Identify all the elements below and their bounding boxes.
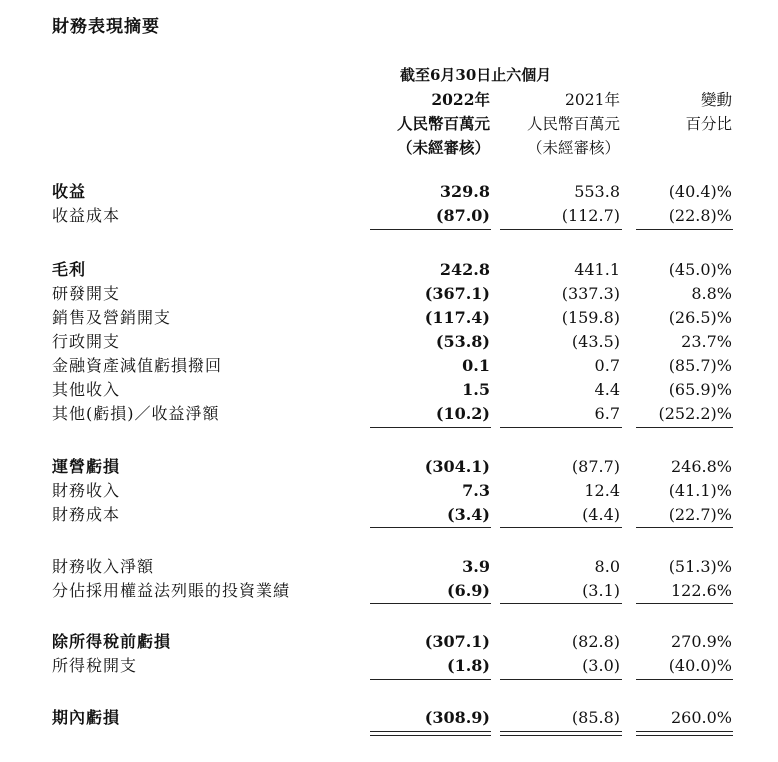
total-double-rule-top	[636, 731, 733, 732]
subtotal-rule	[370, 527, 491, 528]
value-change: 246.8%	[670, 457, 732, 476]
subtotal-rule	[636, 527, 733, 528]
subtotal-rule	[500, 527, 622, 528]
value-2021: 12.4	[584, 481, 620, 500]
value-2022: (1.8)	[447, 656, 490, 675]
row-label: 銷售及營銷開支	[52, 308, 172, 327]
value-2021: (4.4)	[582, 505, 620, 524]
value-change: 23.7%	[681, 332, 732, 351]
column-note: （未經審核）	[526, 139, 620, 157]
total-double-rule-top	[370, 731, 491, 732]
row-label: 金融資產減值虧損撥回	[52, 356, 223, 375]
value-2021: (87.7)	[571, 457, 620, 476]
value-change: (41.1)%	[668, 481, 732, 500]
row-label: 其他收入	[52, 380, 121, 399]
value-2021: 553.8	[574, 182, 620, 201]
total-double-rule-top	[500, 731, 622, 732]
value-2022: (117.4)	[424, 308, 490, 327]
subtotal-rule	[370, 679, 491, 680]
column-unit: 人民幣百萬元	[526, 115, 620, 133]
value-2021: 0.7	[594, 356, 620, 375]
value-change: (22.7)%	[668, 505, 732, 524]
subtotal-rule	[636, 603, 733, 604]
value-2022: (308.9)	[424, 708, 490, 727]
page-title: 財務表現摘要	[52, 17, 160, 37]
row-label: 毛利	[52, 260, 87, 279]
table-row	[0, 306, 778, 330]
value-2022: (10.2)	[435, 404, 490, 423]
value-2022: 3.9	[462, 557, 490, 576]
table-row	[0, 354, 778, 378]
value-2021: 8.0	[594, 557, 620, 576]
row-label: 財務收入淨額	[52, 557, 155, 576]
row-label: 收益	[52, 182, 87, 201]
value-2021: (3.1)	[582, 581, 620, 600]
value-2022: (304.1)	[424, 457, 490, 476]
row-label: 運營虧損	[52, 457, 121, 476]
table-row	[0, 479, 778, 503]
row-label: 財務收入	[52, 481, 121, 500]
column-year: 2021年	[565, 91, 620, 109]
subtotal-rule	[500, 229, 622, 230]
column-header-change	[685, 88, 732, 136]
value-change: (51.3)%	[668, 557, 732, 576]
table-row	[0, 455, 778, 479]
column-change-line2: 百分比	[685, 115, 732, 133]
row-label: 除所得稅前虧損	[52, 632, 172, 651]
value-2022: 0.1	[462, 356, 490, 375]
value-2022: 242.8	[439, 260, 490, 279]
value-change: 260.0%	[670, 708, 732, 727]
value-change: (45.0)%	[668, 260, 732, 279]
value-2022: (307.1)	[424, 632, 490, 651]
value-2022: (6.9)	[447, 581, 490, 600]
value-2021: (85.8)	[571, 708, 620, 727]
column-unit: 人民幣百萬元	[396, 114, 490, 133]
value-2021: (159.8)	[561, 308, 620, 327]
value-change: 122.6%	[670, 581, 732, 600]
subtotal-rule	[500, 427, 622, 428]
column-header-2022	[397, 88, 490, 160]
table-row	[0, 180, 778, 204]
column-note: （未經審核）	[396, 138, 490, 157]
table-row	[0, 282, 778, 306]
column-year: 2022年	[431, 90, 490, 109]
subtotal-rule	[636, 679, 733, 680]
value-change: 270.9%	[670, 632, 732, 651]
row-label: 研發開支	[52, 284, 121, 303]
subtotal-rule	[370, 603, 491, 604]
subtotal-rule	[370, 427, 491, 428]
value-2021: (82.8)	[571, 632, 620, 651]
subtotal-rule	[500, 679, 622, 680]
value-change: (40.0)%	[668, 656, 732, 675]
value-change: (26.5)%	[668, 308, 732, 327]
table-row	[0, 555, 778, 579]
value-change: (40.4)%	[668, 182, 732, 201]
row-label: 所得稅開支	[52, 656, 138, 675]
value-2021: (43.5)	[571, 332, 620, 351]
value-2022: (87.0)	[435, 206, 490, 225]
table-row	[0, 579, 778, 603]
value-2021: 441.1	[574, 260, 620, 279]
value-change: 8.8%	[691, 284, 732, 303]
column-change-line1: 變動	[700, 91, 732, 109]
total-double-rule-bottom	[500, 735, 622, 736]
subtotal-rule	[636, 427, 733, 428]
value-2022: (367.1)	[424, 284, 490, 303]
subtotal-rule	[370, 229, 491, 230]
period-header: 截至6月30日止六個月	[400, 66, 552, 84]
value-2021: (337.3)	[561, 284, 620, 303]
value-change: (65.9)%	[668, 380, 732, 399]
table-row	[0, 402, 778, 426]
subtotal-rule	[500, 603, 622, 604]
row-label: 期內虧損	[52, 708, 121, 727]
row-label: 行政開支	[52, 332, 121, 351]
table-row	[0, 630, 778, 654]
value-2021: 6.7	[594, 404, 620, 423]
table-row	[0, 503, 778, 527]
table-row	[0, 258, 778, 282]
value-change: (85.7)%	[668, 356, 732, 375]
value-2022: (3.4)	[447, 505, 490, 524]
total-double-rule-bottom	[370, 735, 491, 736]
value-2021: (3.0)	[582, 656, 620, 675]
table-row	[0, 204, 778, 228]
row-label: 財務成本	[52, 505, 121, 524]
value-2022: 1.5	[462, 380, 490, 399]
table-row	[0, 654, 778, 678]
value-2021: 4.4	[594, 380, 620, 399]
value-2022: 329.8	[439, 182, 490, 201]
value-change: (252.2)%	[658, 404, 732, 423]
row-label: 收益成本	[52, 206, 121, 225]
value-2022: 7.3	[462, 481, 490, 500]
row-label: 分佔採用權益法列賬的投資業績	[52, 581, 291, 600]
value-change: (22.8)%	[668, 206, 732, 225]
table-row	[0, 330, 778, 354]
row-label: 其他(虧損)／收益淨額	[52, 404, 220, 423]
table-row	[0, 706, 778, 730]
subtotal-rule	[636, 229, 733, 230]
table-row	[0, 378, 778, 402]
value-2021: (112.7)	[561, 206, 620, 225]
value-2022: (53.8)	[435, 332, 490, 351]
total-double-rule-bottom	[636, 735, 733, 736]
column-header-2021	[527, 88, 620, 160]
